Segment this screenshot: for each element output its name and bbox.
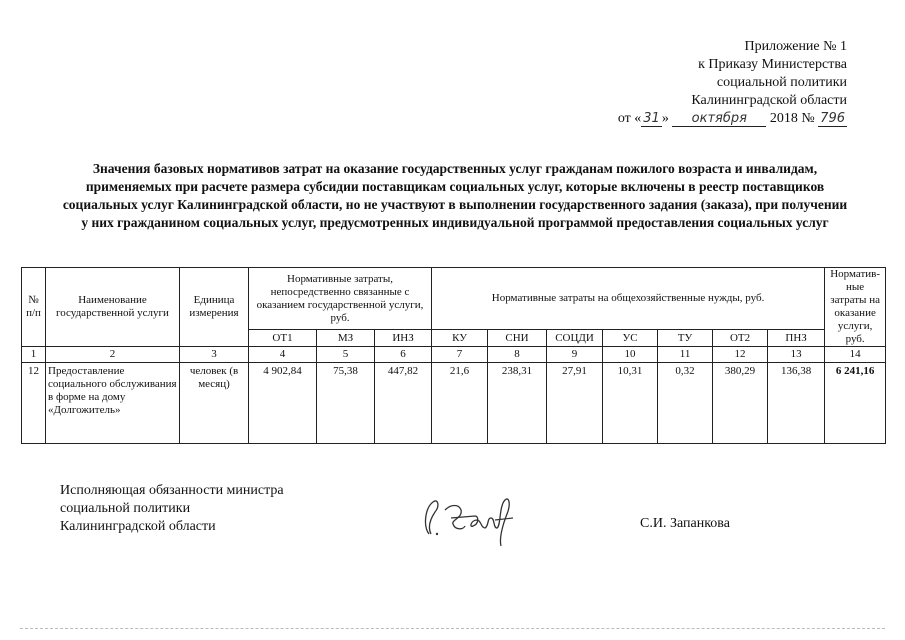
- row-value: 21,6: [432, 363, 488, 444]
- appendix-line: Калининградской области: [691, 93, 847, 108]
- header-num: № п/п: [22, 268, 46, 347]
- signatory-line: Калининградской области: [60, 519, 216, 534]
- date-mid: »: [661, 111, 669, 126]
- header-service: Наименование государственной услуги: [46, 268, 180, 347]
- handwritten-signature: [415, 490, 525, 555]
- subheader-cell: ОТ1: [249, 330, 317, 347]
- column-number: 10: [603, 347, 658, 363]
- row-value: 4 902,84: [249, 363, 317, 444]
- appendix-line: к Приказу Министерства: [698, 57, 847, 72]
- column-number: 9: [547, 347, 603, 363]
- row-unit: человек (в месяц): [180, 363, 249, 444]
- signatory-line: Исполняющая обязанности министра: [60, 483, 284, 498]
- column-number: 1: [22, 347, 46, 363]
- row-value: 447,82: [375, 363, 432, 444]
- subheader-cell: ТУ: [658, 330, 713, 347]
- header-total: Норматив-ные затраты на оказание услуги, руб.: [825, 268, 886, 347]
- appendix-line: Приложение № 1: [744, 39, 847, 54]
- subheader-cell: СОЦДИ: [547, 330, 603, 347]
- header-direct-costs: Нормативные затраты, непосредственно связанные с оказанием государственной услуги, руб.: [249, 268, 432, 330]
- document-title: Значения базовых нормативов затрат на оказание государственных услуг гражданам пожилого возраста и инвалидам, применяемых при расчете размера субсидии поставщикам социальных услуг, которые включены в реестр поставщиков социальных услуг Калининградской области, но не участвуют в выполнении государственного задания (заказа), при получении у них гражданином социальных услуг, предусмотренных индивидуальной программой предоставления социальных услуг: [62, 161, 848, 230]
- page-bottom-divider: [20, 628, 885, 629]
- column-number: 13: [768, 347, 825, 363]
- row-service: Предоставление социального обслуживания в форме на дому «Долгожитель»: [46, 363, 180, 444]
- subheader-cell: УС: [603, 330, 658, 347]
- column-number: 4: [249, 347, 317, 363]
- norms-table: [21, 267, 886, 444]
- order-number: 796: [820, 111, 845, 126]
- row-value: 27,91: [547, 363, 603, 444]
- column-number: 2: [46, 347, 180, 363]
- column-number: 7: [432, 347, 488, 363]
- order-month: октября: [672, 112, 766, 127]
- column-number: 8: [488, 347, 547, 363]
- header-general-costs: Нормативные затраты на общехозяйственные нужды, руб.: [432, 268, 825, 330]
- appendix-line: социальной политики: [716, 75, 847, 90]
- appendix-block: [527, 38, 847, 128]
- column-number: 12: [713, 347, 768, 363]
- subheader-cell: ИНЗ: [375, 330, 432, 347]
- column-number: 5: [317, 347, 375, 363]
- row-value: 75,38: [317, 363, 375, 444]
- signatory-line: социальной политики: [60, 501, 191, 516]
- subheader-cell: СНИ: [488, 330, 547, 347]
- row-value: 380,29: [713, 363, 768, 444]
- column-number: 3: [180, 347, 249, 363]
- signatory-position: [60, 482, 284, 536]
- date-prefix: от «: [617, 111, 642, 126]
- column-number: 14: [825, 347, 886, 363]
- subheader-cell: КУ: [432, 330, 488, 347]
- row-value: 136,38: [768, 363, 825, 444]
- order-year: 2018 №: [769, 111, 815, 126]
- order-date-line: [527, 110, 847, 128]
- row-num: 12: [22, 363, 46, 444]
- row-value: 238,31: [488, 363, 547, 444]
- subheader-cell: МЗ: [317, 330, 375, 347]
- row-total: 6 241,16: [825, 363, 886, 444]
- header-unit: Единица измерения: [180, 268, 249, 347]
- subheader-cell: ОТ2: [713, 330, 768, 347]
- row-value: 10,31: [603, 363, 658, 444]
- subheader-cell: ПНЗ: [768, 330, 825, 347]
- table-row: [22, 363, 886, 444]
- row-value: 0,32: [658, 363, 713, 444]
- column-number: 11: [658, 347, 713, 363]
- column-number: 6: [375, 347, 432, 363]
- order-day: 31: [643, 111, 660, 126]
- signatory-name: С.И. Запанкова: [640, 516, 730, 531]
